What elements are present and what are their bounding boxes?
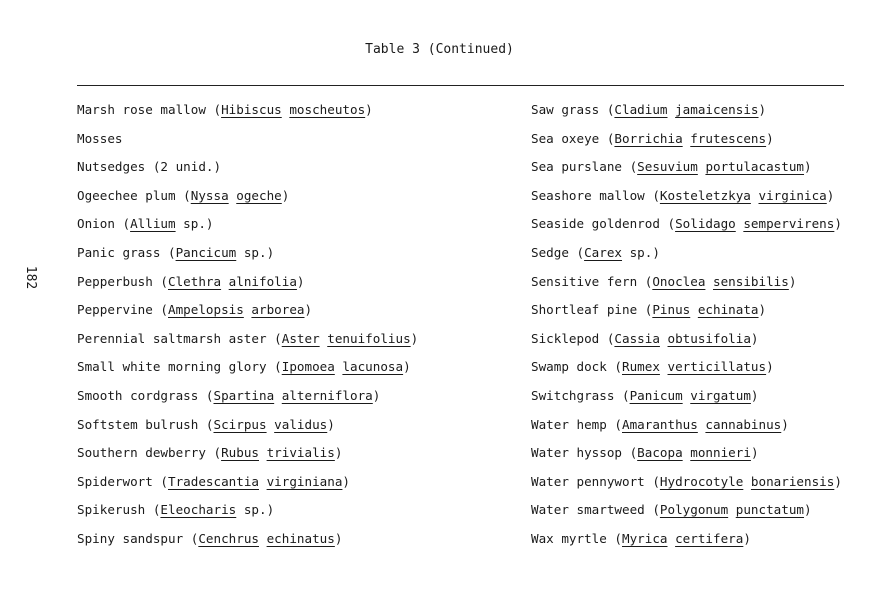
species-entry: Ogeechee plum (Nyssa ogeche) xyxy=(77,187,290,203)
genus-name: Panicum xyxy=(629,387,683,403)
common-name: Shortleaf pine xyxy=(531,302,638,318)
species-entry: Sea purslane (Sesuvium portulacastum) xyxy=(531,159,812,175)
genus-name: Onoclea xyxy=(652,273,706,289)
species-entry: Onion (Allium sp.) xyxy=(77,216,214,232)
species-name: sempervirens xyxy=(743,216,835,232)
species-entry: Marsh rose mallow (Hibiscus moscheutos) xyxy=(77,102,373,117)
genus-name: Rumex xyxy=(622,359,660,375)
species-entry: Southern dewberry (Rubus trivialis) xyxy=(77,445,343,461)
species-entry xyxy=(77,157,418,186)
common-name: Water pennywort xyxy=(531,473,645,489)
left-column xyxy=(77,100,418,558)
species-name: cannabinus xyxy=(705,416,782,432)
entry-suffix: ) xyxy=(334,445,343,461)
species-entry: Pepperbush (Clethra alnifolia) xyxy=(77,273,305,289)
entry-suffix: sp.) xyxy=(236,502,275,518)
common-name: Wax myrtle xyxy=(531,530,607,546)
common-name: Perennial saltmarsh aster xyxy=(77,330,267,346)
entry-suffix: ) xyxy=(281,187,290,203)
common-name: Sedge xyxy=(531,244,569,260)
entry-suffix: ) xyxy=(327,416,335,432)
species-name: trivialis xyxy=(266,445,335,461)
genus-name: Polygonum xyxy=(659,502,729,518)
common-name: Nutsedges (2 unid.) xyxy=(77,159,222,175)
entry-suffix: ) xyxy=(750,445,759,461)
common-name: Spiny sandspur xyxy=(77,530,184,546)
common-name: Sicklepod xyxy=(531,330,600,346)
genus-name: Pinus xyxy=(652,302,691,318)
genus-name: Hydrocotyle xyxy=(659,473,744,489)
species-entry: Small white morning glory (Ipomoea lacunosa) xyxy=(77,359,411,375)
common-name: Onion xyxy=(77,216,115,232)
species-name: echinata xyxy=(697,302,759,318)
species-name: tenuifolius xyxy=(327,330,411,346)
species-entry: Softstem bulrush (Scirpus validus) xyxy=(77,416,335,432)
genus-name: Cladium xyxy=(614,102,668,117)
common-name: Sea oxeye xyxy=(531,130,600,146)
species-name: virginiana xyxy=(266,473,343,489)
species-name: ogeche xyxy=(236,187,282,203)
common-name: Sensitive fern xyxy=(531,273,638,289)
entry-suffix: ) xyxy=(410,330,419,346)
entry-suffix: ) xyxy=(826,187,835,203)
genus-name: Hibiscus xyxy=(221,102,282,117)
species-entry: Sedge (Carex sp.) xyxy=(531,244,660,260)
genus-name: Bacopa xyxy=(637,445,683,461)
species-entry: Water hyssop (Bacopa monnieri) xyxy=(531,445,759,461)
species-name: punctatum xyxy=(735,502,804,518)
species-name: frutescens xyxy=(690,130,767,146)
common-name: Swamp dock xyxy=(531,359,607,375)
species-name: jamaicensis xyxy=(675,102,759,117)
common-name: Sea purslane xyxy=(531,159,622,175)
common-name: Peppervine xyxy=(77,302,153,318)
common-name: Softstem bulrush xyxy=(77,416,199,432)
genus-name: Pancicum xyxy=(175,244,237,260)
species-entry: Smooth cordgrass (Spartina alterniflora) xyxy=(77,387,381,403)
entry-suffix: ) xyxy=(365,102,373,117)
entry-suffix: ) xyxy=(372,387,381,403)
species-name: moscheutos xyxy=(289,102,366,117)
entry-suffix: sp.) xyxy=(175,216,214,232)
species-name: certifera xyxy=(675,530,744,546)
common-name: Southern dewberry xyxy=(77,445,206,461)
entry-suffix: sp.) xyxy=(236,244,275,260)
species-entry: Spikerush (Eleocharis sp.) xyxy=(77,502,275,518)
entry-suffix: ) xyxy=(834,216,842,232)
entry-suffix: ) xyxy=(758,102,767,117)
species-name: alnifolia xyxy=(228,273,297,289)
species-name: obtusifolia xyxy=(667,330,751,346)
entry-suffix: ) xyxy=(334,530,343,546)
species-name: portulacastum xyxy=(705,159,805,175)
species-entry: Shortleaf pine (Pinus echinata) xyxy=(531,302,767,318)
genus-name: Carex xyxy=(584,244,623,260)
genus-name: Myrica xyxy=(622,530,668,546)
entry-suffix: ) xyxy=(403,359,411,375)
entry-suffix: ) xyxy=(750,330,759,346)
horizontal-rule xyxy=(77,85,844,86)
species-name: virginica xyxy=(758,187,827,203)
species-entry: Water smartweed (Polygonum punctatum) xyxy=(531,502,812,518)
genus-name: Clethra xyxy=(168,273,222,289)
species-name: sensibilis xyxy=(713,273,789,289)
species-entry: Seaside goldenrod (Solidago sempervirens) xyxy=(531,216,842,232)
common-name: Spiderwort xyxy=(77,473,153,489)
genus-name: Ipomoea xyxy=(281,359,335,375)
species-name: arborea xyxy=(251,302,305,318)
species-name: bonariensis xyxy=(750,473,835,489)
genus-name: Rubus xyxy=(221,445,259,461)
species-entry: Sicklepod (Cassia obtusifolia) xyxy=(531,330,759,346)
common-name: Saw grass xyxy=(531,102,600,117)
species-name: alterniflora xyxy=(281,387,373,403)
common-name: Small white morning glory xyxy=(77,359,267,375)
common-name: Marsh rose mallow xyxy=(77,102,206,117)
species-name: verticillatus xyxy=(667,359,767,375)
common-name: Mosses xyxy=(77,130,123,146)
entry-suffix: ) xyxy=(788,273,797,289)
common-name: Spikerush xyxy=(77,502,146,518)
common-name: Water hemp xyxy=(531,416,607,432)
species-name: validus xyxy=(274,416,328,432)
species-entry: Switchgrass (Panicum virgatum) xyxy=(531,387,759,403)
entry-suffix: ) xyxy=(750,387,759,403)
genus-name: Borrichia xyxy=(614,130,683,146)
genus-name: Eleocharis xyxy=(160,502,237,518)
genus-name: Solidago xyxy=(675,216,736,232)
species-entry: Water hemp (Amaranthus cannabinus) xyxy=(531,416,789,432)
entry-suffix: ) xyxy=(766,130,774,146)
common-name: Smooth cordgrass xyxy=(77,387,199,403)
common-name: Switchgrass xyxy=(531,387,615,403)
genus-name: Allium xyxy=(130,216,176,232)
right-column xyxy=(531,100,842,558)
genus-name: Aster xyxy=(281,330,320,346)
entry-suffix: ) xyxy=(804,159,812,175)
species-entry: Panic grass (Pancicum sp.) xyxy=(77,244,275,260)
genus-name: Spartina xyxy=(213,387,275,403)
common-name: Seashore mallow xyxy=(531,187,645,203)
genus-name: Ampelopsis xyxy=(168,302,244,318)
species-name: virgatum xyxy=(690,387,751,403)
genus-name: Cassia xyxy=(614,330,660,346)
entry-suffix: ) xyxy=(766,359,774,375)
species-name: monnieri xyxy=(690,445,751,461)
species-entry: Peppervine (Ampelopsis arborea) xyxy=(77,302,313,318)
species-entry: Wax myrtle (Myrica certifera) xyxy=(531,530,751,546)
genus-name: Nyssa xyxy=(190,187,229,203)
entry-suffix: ) xyxy=(296,273,305,289)
genus-name: Sesuvium xyxy=(637,159,698,175)
common-name: Ogeechee plum xyxy=(77,187,176,203)
common-name: Water hyssop xyxy=(531,445,622,461)
species-entry: Spiny sandspur (Cenchrus echinatus) xyxy=(77,530,343,546)
entry-suffix: ) xyxy=(834,473,842,489)
genus-name: Tradescantia xyxy=(168,473,259,489)
genus-name: Scirpus xyxy=(213,416,267,432)
common-name: Water smartweed xyxy=(531,502,645,518)
species-entry: Swamp dock (Rumex verticillatus) xyxy=(531,359,774,375)
common-name: Pepperbush xyxy=(77,273,153,289)
entry-suffix: ) xyxy=(743,530,751,546)
genus-name: Amaranthus xyxy=(622,416,698,432)
species-entry: Water pennywort (Hydrocotyle bonariensis) xyxy=(531,473,842,489)
entry-suffix: ) xyxy=(342,473,351,489)
species-name: lacunosa xyxy=(342,359,404,375)
entry-suffix: ) xyxy=(304,302,313,318)
species-entry xyxy=(77,129,418,158)
species-entry: Perennial saltmarsh aster (Aster tenuifolius) xyxy=(77,330,419,346)
genus-name: Kosteletzkya xyxy=(659,187,751,203)
genus-name: Cenchrus xyxy=(198,530,259,546)
species-entry: Spiderwort (Tradescantia virginiana) xyxy=(77,473,351,489)
entry-suffix: sp.) xyxy=(622,244,660,260)
page-number: 182 xyxy=(23,265,39,290)
species-entry: Saw grass (Cladium jamaicensis) xyxy=(531,102,767,117)
entry-suffix: ) xyxy=(804,502,812,518)
common-name: Panic grass xyxy=(77,244,161,260)
species-name: echinatus xyxy=(266,530,335,546)
common-name: Seaside goldenrod xyxy=(531,216,660,232)
species-entry: Seashore mallow (Kosteletzkya virginica) xyxy=(531,187,835,203)
species-entry: Sea oxeye (Borrichia frutescens) xyxy=(531,130,774,146)
entry-suffix: ) xyxy=(758,302,767,318)
species-entry: Sensitive fern (Onoclea sensibilis) xyxy=(531,273,797,289)
page-title: Table 3 (Continued) xyxy=(365,42,514,57)
entry-suffix: ) xyxy=(781,416,789,432)
